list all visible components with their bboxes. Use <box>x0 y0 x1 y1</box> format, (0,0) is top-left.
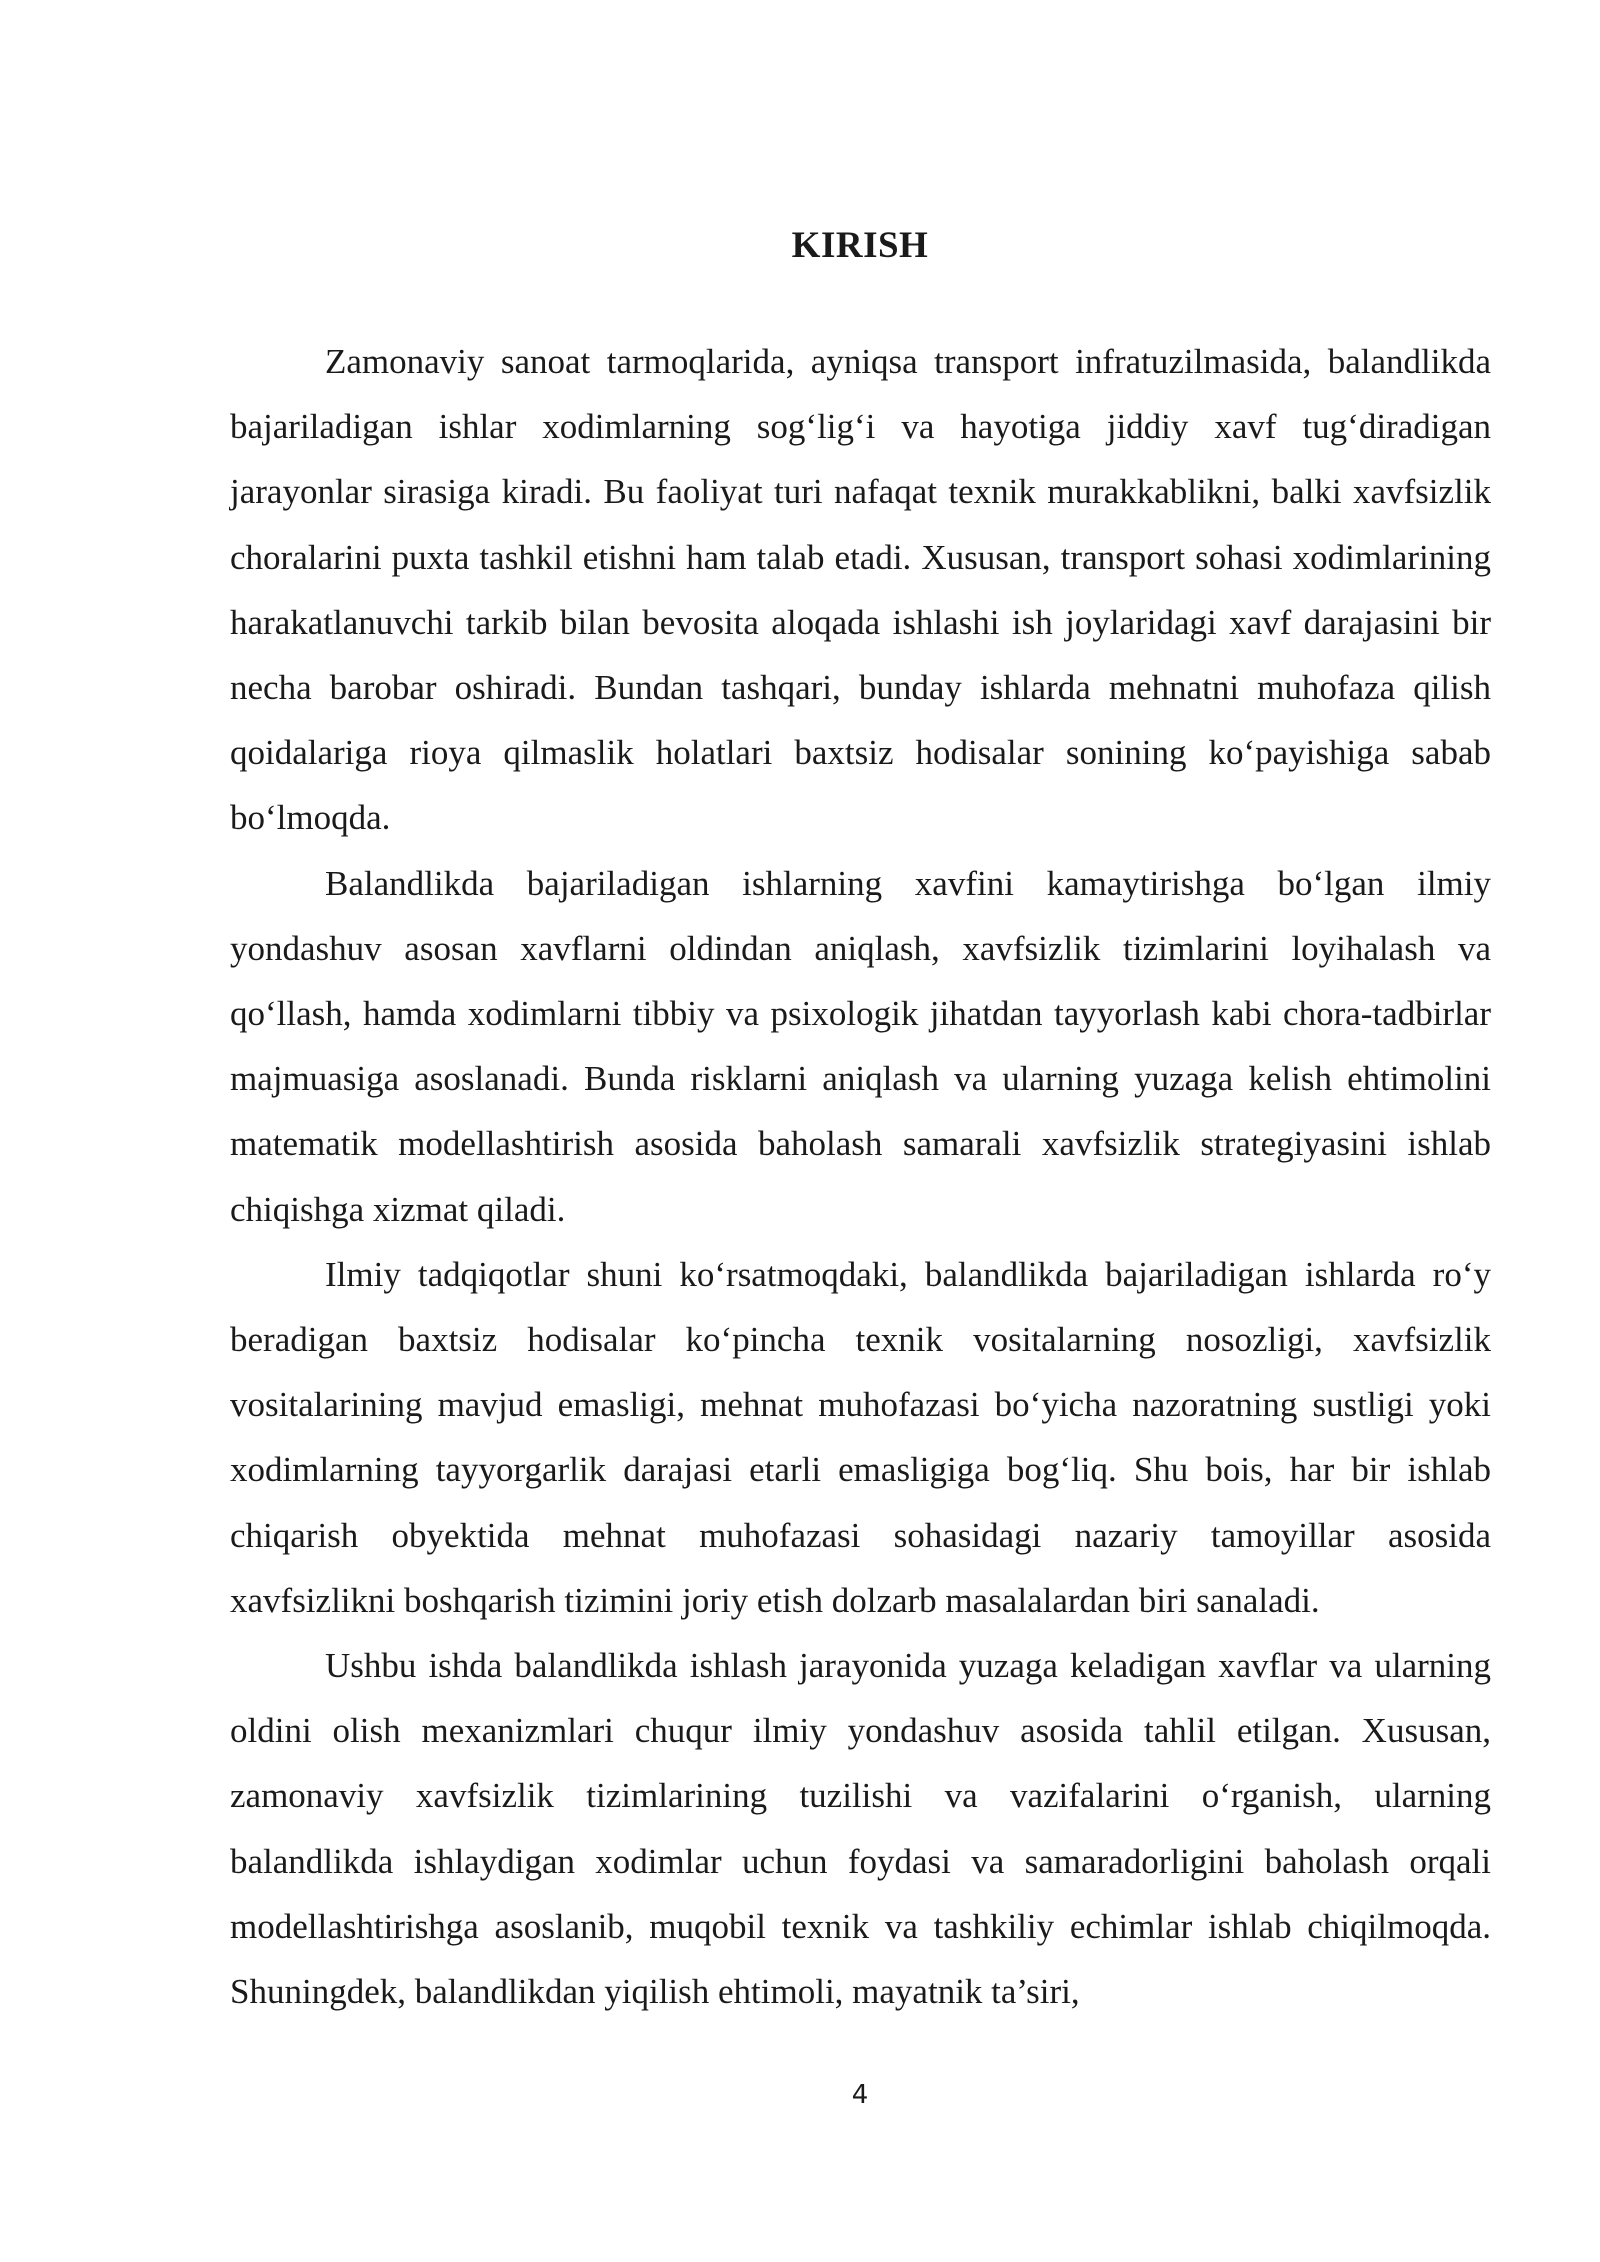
section-heading: KIRISH <box>791 225 929 266</box>
paragraph-3: Ilmiy tadqiqotlar shuni ko‘rsatmoqdaki, balandlikda bajariladigan ishlarda ro‘y beradigan baxtsiz hodisalar ko‘pincha texnik vositalarning nosozligi, xavfsizlik vositalarining mavjud emasligi, mehnat muhofazasi bo‘yicha nazoratning sustligi yoki xodimlarning tayyorgarlik darajasi etarli emasligiga bog‘liq. Shu bois, har bir ishlab chiqarish obyektida mehnat muhofazasi sohasidagi nazariy tamoyillar asosida xavfsizlikni boshqarish tizimini joriy etish dolzarb masalalardan biri sanaladi. <box>230 1254 1491 1620</box>
page-number: 4 <box>851 2080 869 2110</box>
paragraph-2: Balandlikda bajariladigan ishlarning xavfini kamaytirishga bo‘lgan ilmiy yondashuv asosan xavflarni oldindan aniqlash, xavfsizlik tizimlarini loyihalash va qo‘llash, hamda xodimlarni tibbiy va psixologik jihatdan tayyorlash kabi chora-tadbirlar majmuasiga asoslanadi. Bunda risklarni aniqlash va ularning yuzaga kelish ehtimolini matematik modellashtirish asosida baholash samarali xavfsizlik strategiyasini ishlab chiqishga xizmat qiladi. <box>230 863 1491 1229</box>
paragraph-1: Zamonaviy sanoat tarmoqlarida, ayniqsa transport infratuzilmasida, balandlikda bajariladigan ishlar xodimlarning sog‘lig‘i va hayotiga jiddiy xavf tug‘diradigan jarayonlar sirasiga kiradi. Bu faoliyat turi nafaqat texnik murakkablikni, balki xavfsizlik choralarini puxta tashkil etishni ham talab etadi. Xususan, transport sohasi xodimlarining harakatlanuvchi tarkib bilan bevosita aloqada ishlashi ish joylaridagi xavf darajasini bir necha barobar oshiradi. Bundan tashqari, bunday ishlarda mehnatni muhofaza qilish qoidalariga rioya qilmaslik holatlari baxtsiz hodisalar sonining ko‘payishiga sabab bo‘lmoqda. <box>230 342 1491 838</box>
paragraph-4: Ushbu ishda balandlikda ishlash jarayonida yuzaga keladigan xavflar va ularning oldini olish mexanizmlari chuqur ilmiy yondashuv asosida tahlil etilgan. Xususan, zamonaviy xavfsizlik tizimlarining tuzilishi va vazifalarini o‘rganish, ularning balandlikda ishlaydigan xodimlar uchun foydasi va samaradorligini baholash orqali modellashtirishga asoslanib, muqobil texnik va tashkiliy echimlar ishlab chiqilmoqda. Shuningdek, balandlikdan yiqilish ehtimoli, mayatnik ta’siri, <box>230 1646 1491 2012</box>
body-text <box>230 329 1491 2024</box>
